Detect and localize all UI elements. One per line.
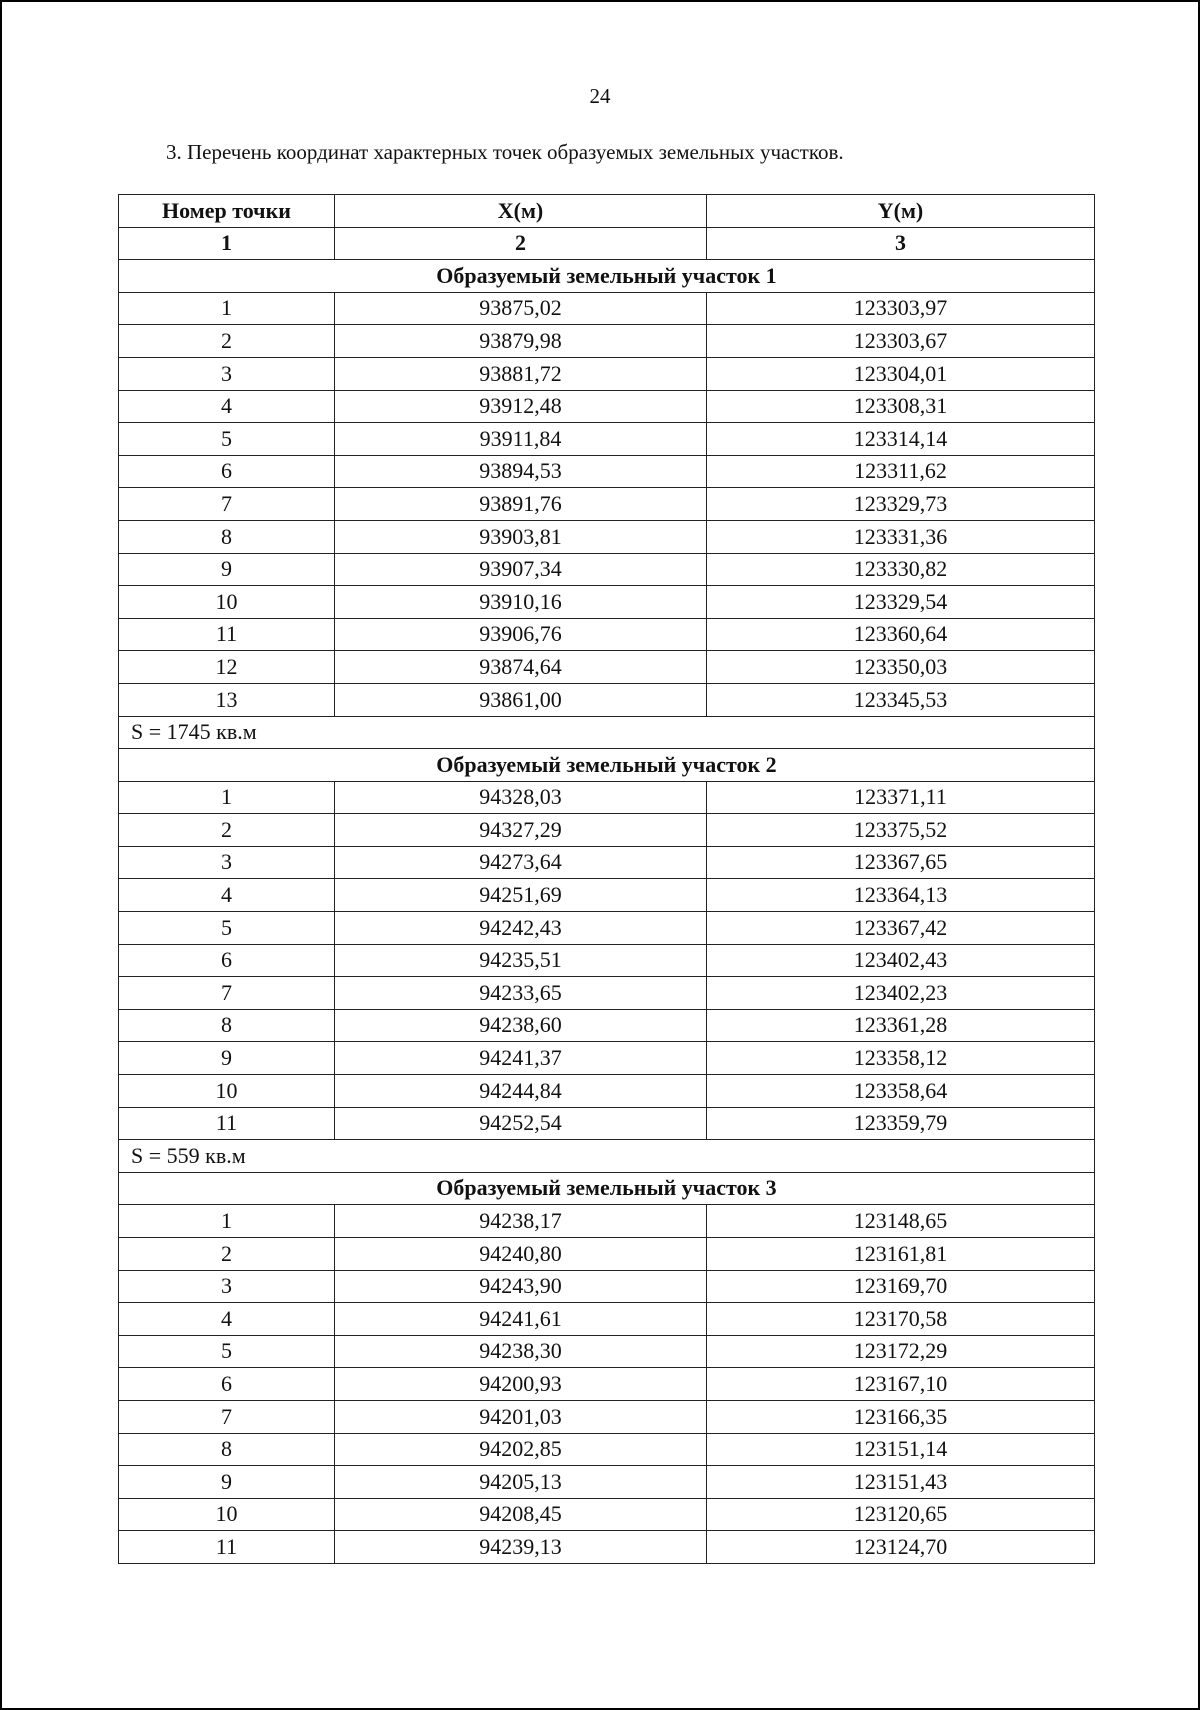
y-coordinate-cell: 123311,62 [707,455,1095,488]
table-row [119,357,1095,390]
y-coordinate-cell: 123361,28 [707,1009,1095,1042]
x-coordinate-cell: 94241,61 [335,1303,707,1336]
point-number-cell: 2 [119,814,335,847]
x-coordinate-cell: 94233,65 [335,977,707,1010]
y-coordinate-cell: 123151,43 [707,1466,1095,1499]
parcel-title-row [119,1172,1095,1205]
y-coordinate-cell: 123308,31 [707,390,1095,423]
table-row [119,1531,1095,1564]
y-coordinate-cell: 123359,79 [707,1107,1095,1140]
y-coordinate-cell: 123329,73 [707,488,1095,521]
point-number-cell: 10 [119,1075,335,1108]
point-number-cell: 9 [119,1466,335,1499]
x-coordinate-cell: 93874,64 [335,651,707,684]
x-coordinate-cell: 93879,98 [335,325,707,358]
table-row [119,553,1095,586]
x-coordinate-cell: 94201,03 [335,1400,707,1433]
table-row [119,781,1095,814]
table-row [119,1238,1095,1271]
y-coordinate-cell: 123151,14 [707,1433,1095,1466]
section-heading: 3. Перечень координат характерных точек образуемых земельных участков. [166,140,844,164]
parcel-area: S = 1745 кв.м [119,716,1095,749]
point-number-cell: 1 [119,292,335,325]
table-row [119,325,1095,358]
point-number-cell: 11 [119,1107,335,1140]
table-row [119,651,1095,684]
y-coordinate-cell: 123304,01 [707,357,1095,390]
x-coordinate-cell: 94235,51 [335,944,707,977]
x-coordinate-cell: 94243,90 [335,1270,707,1303]
y-coordinate-cell: 123172,29 [707,1335,1095,1368]
table-row [119,520,1095,553]
point-number-cell: 6 [119,455,335,488]
table-row [119,292,1095,325]
point-number-cell: 1 [119,781,335,814]
table-row [119,390,1095,423]
y-coordinate-cell: 123148,65 [707,1205,1095,1238]
x-coordinate-cell: 93906,76 [335,618,707,651]
x-coordinate-cell: 94200,93 [335,1368,707,1401]
y-coordinate-cell: 123350,03 [707,651,1095,684]
x-coordinate-cell: 93881,72 [335,357,707,390]
y-coordinate-cell: 123330,82 [707,553,1095,586]
table-row [119,1042,1095,1075]
y-coordinate-cell: 123360,64 [707,618,1095,651]
y-coordinate-cell: 123331,36 [707,520,1095,553]
table-row [119,1009,1095,1042]
page-number: 24 [589,84,611,108]
x-coordinate-cell: 93861,00 [335,683,707,716]
x-coordinate-cell: 94238,30 [335,1335,707,1368]
table-row [119,944,1095,977]
table-row [119,1270,1095,1303]
y-coordinate-cell: 123375,52 [707,814,1095,847]
column-index: 1 [119,227,335,260]
parcel-title-row [119,749,1095,782]
y-coordinate-cell: 123345,53 [707,683,1095,716]
point-number-cell: 12 [119,651,335,684]
x-coordinate-cell: 94238,60 [335,1009,707,1042]
coordinates-table [118,194,1095,1564]
point-number-cell: 3 [119,1270,335,1303]
point-number-cell: 8 [119,1433,335,1466]
table-row [119,1466,1095,1499]
header-x: X(м) [335,195,707,228]
point-number-cell: 5 [119,423,335,456]
table-row [119,683,1095,716]
x-coordinate-cell: 94202,85 [335,1433,707,1466]
table-row [119,488,1095,521]
x-coordinate-cell: 94208,45 [335,1498,707,1531]
y-coordinate-cell: 123161,81 [707,1238,1095,1271]
table-row [119,1107,1095,1140]
x-coordinate-cell: 93875,02 [335,292,707,325]
point-number-cell: 11 [119,618,335,651]
x-coordinate-cell: 94241,37 [335,1042,707,1075]
table-row [119,1368,1095,1401]
y-coordinate-cell: 123166,35 [707,1400,1095,1433]
x-coordinate-cell: 93903,81 [335,520,707,553]
x-coordinate-cell: 93912,48 [335,390,707,423]
table-row [119,1205,1095,1238]
point-number-cell: 7 [119,1400,335,1433]
table-row [119,879,1095,912]
x-coordinate-cell: 93911,84 [335,423,707,456]
point-number-cell: 4 [119,390,335,423]
point-number-cell: 5 [119,912,335,945]
x-coordinate-cell: 94238,17 [335,1205,707,1238]
area-row [119,1140,1095,1173]
x-coordinate-cell: 94327,29 [335,814,707,847]
x-coordinate-cell: 94252,54 [335,1107,707,1140]
point-number-cell: 6 [119,944,335,977]
y-coordinate-cell: 123314,14 [707,423,1095,456]
y-coordinate-cell: 123124,70 [707,1531,1095,1564]
x-coordinate-cell: 94242,43 [335,912,707,945]
y-coordinate-cell: 123371,11 [707,781,1095,814]
point-number-cell: 6 [119,1368,335,1401]
column-index: 3 [707,227,1095,260]
table-row [119,1303,1095,1336]
point-number-cell: 3 [119,357,335,390]
y-coordinate-cell: 123303,97 [707,292,1095,325]
x-coordinate-cell: 93907,34 [335,553,707,586]
table-row [119,423,1095,456]
table-row [119,1433,1095,1466]
y-coordinate-cell: 123402,43 [707,944,1095,977]
table-row [119,912,1095,945]
parcel-area: S = 559 кв.м [119,1140,1095,1173]
table-row [119,814,1095,847]
table-row [119,1335,1095,1368]
point-number-cell: 10 [119,586,335,619]
y-coordinate-cell: 123120,65 [707,1498,1095,1531]
header-y: Y(м) [707,195,1095,228]
y-coordinate-cell: 123329,54 [707,586,1095,619]
table-row [119,1075,1095,1108]
point-number-cell: 10 [119,1498,335,1531]
y-coordinate-cell: 123358,12 [707,1042,1095,1075]
y-coordinate-cell: 123303,67 [707,325,1095,358]
table-body [119,227,1095,1563]
point-number-cell: 7 [119,977,335,1010]
table-row [119,618,1095,651]
point-number-cell: 7 [119,488,335,521]
y-coordinate-cell: 123167,10 [707,1368,1095,1401]
column-index: 2 [335,227,707,260]
header-row [119,195,1095,228]
point-number-cell: 3 [119,846,335,879]
point-number-cell: 5 [119,1335,335,1368]
parcel-title-row [119,260,1095,293]
area-row [119,716,1095,749]
x-coordinate-cell: 94273,64 [335,846,707,879]
point-number-cell: 2 [119,325,335,358]
y-coordinate-cell: 123402,23 [707,977,1095,1010]
column-index-row [119,227,1095,260]
x-coordinate-cell: 93891,76 [335,488,707,521]
y-coordinate-cell: 123367,65 [707,846,1095,879]
x-coordinate-cell: 94240,80 [335,1238,707,1271]
parcel-title: Образуемый земельный участок 2 [119,749,1095,782]
point-number-cell: 8 [119,520,335,553]
header-point-number: Номер точки [119,195,335,228]
x-coordinate-cell: 93910,16 [335,586,707,619]
point-number-cell: 9 [119,553,335,586]
x-coordinate-cell: 94244,84 [335,1075,707,1108]
table-row [119,846,1095,879]
point-number-cell: 1 [119,1205,335,1238]
point-number-cell: 8 [119,1009,335,1042]
point-number-cell: 13 [119,683,335,716]
parcel-title: Образуемый земельный участок 3 [119,1172,1095,1205]
y-coordinate-cell: 123358,64 [707,1075,1095,1108]
point-number-cell: 4 [119,879,335,912]
table-row [119,1498,1095,1531]
point-number-cell: 4 [119,1303,335,1336]
table-row [119,586,1095,619]
y-coordinate-cell: 123367,42 [707,912,1095,945]
parcel-title: Образуемый земельный участок 1 [119,260,1095,293]
point-number-cell: 2 [119,1238,335,1271]
table-row [119,455,1095,488]
y-coordinate-cell: 123169,70 [707,1270,1095,1303]
x-coordinate-cell: 93894,53 [335,455,707,488]
point-number-cell: 9 [119,1042,335,1075]
x-coordinate-cell: 94251,69 [335,879,707,912]
point-number-cell: 11 [119,1531,335,1564]
table-row [119,1400,1095,1433]
x-coordinate-cell: 94239,13 [335,1531,707,1564]
y-coordinate-cell: 123364,13 [707,879,1095,912]
x-coordinate-cell: 94328,03 [335,781,707,814]
x-coordinate-cell: 94205,13 [335,1466,707,1499]
y-coordinate-cell: 123170,58 [707,1303,1095,1336]
table-row [119,977,1095,1010]
